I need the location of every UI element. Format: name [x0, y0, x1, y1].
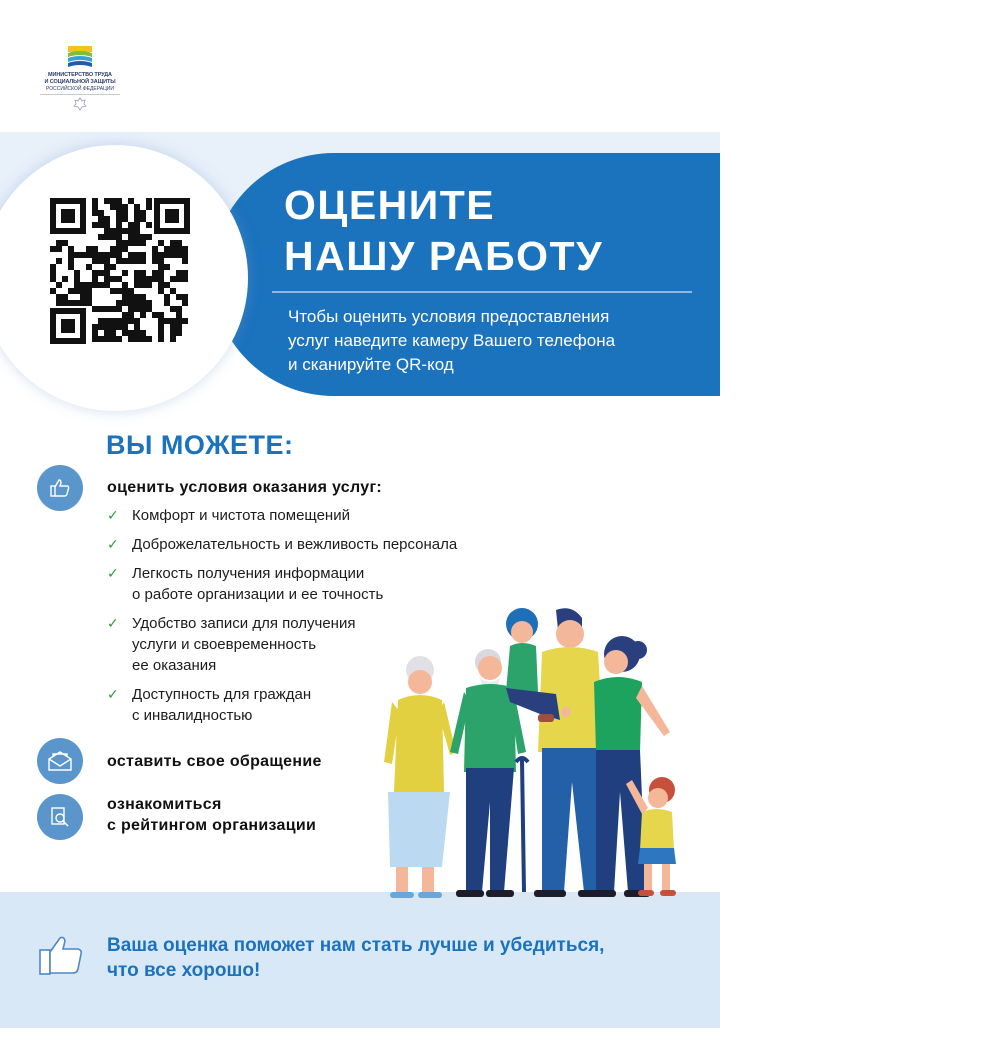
scan-instructions: [288, 305, 708, 377]
page-title: [284, 180, 603, 282]
ministry-logo: [40, 44, 120, 111]
section-title: ВЫ МОЖЕТЕ:: [106, 430, 294, 460]
criteria-text: Легкость получения информации о работе организации и ее точность: [132, 565, 384, 603]
envelope-icon: [37, 738, 83, 784]
footer-message-line1: Ваша оценка поможет нам стать лучше и убедиться,: [107, 935, 605, 956]
coat-of-arms-icon: [73, 97, 87, 111]
ministry-emblem-icon: [65, 44, 95, 72]
family-illustration: [370, 602, 690, 912]
check-icon: ✓: [107, 565, 119, 581]
list-item: [107, 563, 527, 605]
check-icon: ✓: [107, 615, 119, 631]
footer-message-line2: что все хорошо!: [107, 960, 261, 981]
rating-label: [107, 794, 316, 836]
qr-code[interactable]: [50, 198, 190, 344]
ministry-name-line1: МИНИСТЕРСТВО ТРУДА: [48, 72, 112, 78]
criteria-text: Доброжелательность и вежливость персонала: [132, 536, 458, 553]
submit-appeal-label: оставить свое обращение: [107, 753, 322, 770]
footer-message: [107, 933, 707, 983]
instructions-line: и сканируйте QR-код: [288, 355, 454, 374]
criteria-text: Удобство записи для получения услуги и своевременность ее оказания: [132, 615, 356, 674]
criteria-text: Доступность для граждан с инвалидностью: [132, 686, 312, 724]
rating-label-line1: ознакомиться: [107, 796, 222, 813]
footer-thumbs-up-icon: [38, 933, 84, 977]
page-title-line2: НАШУ РАБОТУ: [284, 233, 604, 279]
grandmother-figure: [384, 656, 456, 898]
instructions-line: услуг наведите камеру Вашего телефона: [288, 331, 616, 350]
magnifier-icon: [37, 794, 83, 840]
ministry-name-sub: РОССИЙСКОЙ ФЕДЕРАЦИИ: [40, 86, 120, 95]
criteria-text: Комфорт и чистота помещений: [132, 507, 350, 524]
header-divider: [272, 291, 692, 293]
check-icon: ✓: [107, 507, 119, 523]
check-icon: ✓: [107, 536, 119, 552]
ministry-name-line2: И СОЦИАЛЬНОЙ ЗАЩИТЫ: [44, 79, 116, 85]
check-icon: ✓: [107, 686, 119, 702]
instructions-line: Чтобы оценить условия предоставления: [288, 307, 610, 326]
list-item: [107, 505, 527, 526]
thumbs-up-icon: [37, 465, 83, 511]
rating-label-line2: с рейтингом организации: [107, 817, 317, 834]
page-title-line1: ОЦЕНИТЕ: [284, 182, 496, 228]
list-item: [107, 534, 527, 555]
rate-conditions-label: оценить условия оказания услуг:: [107, 479, 383, 496]
